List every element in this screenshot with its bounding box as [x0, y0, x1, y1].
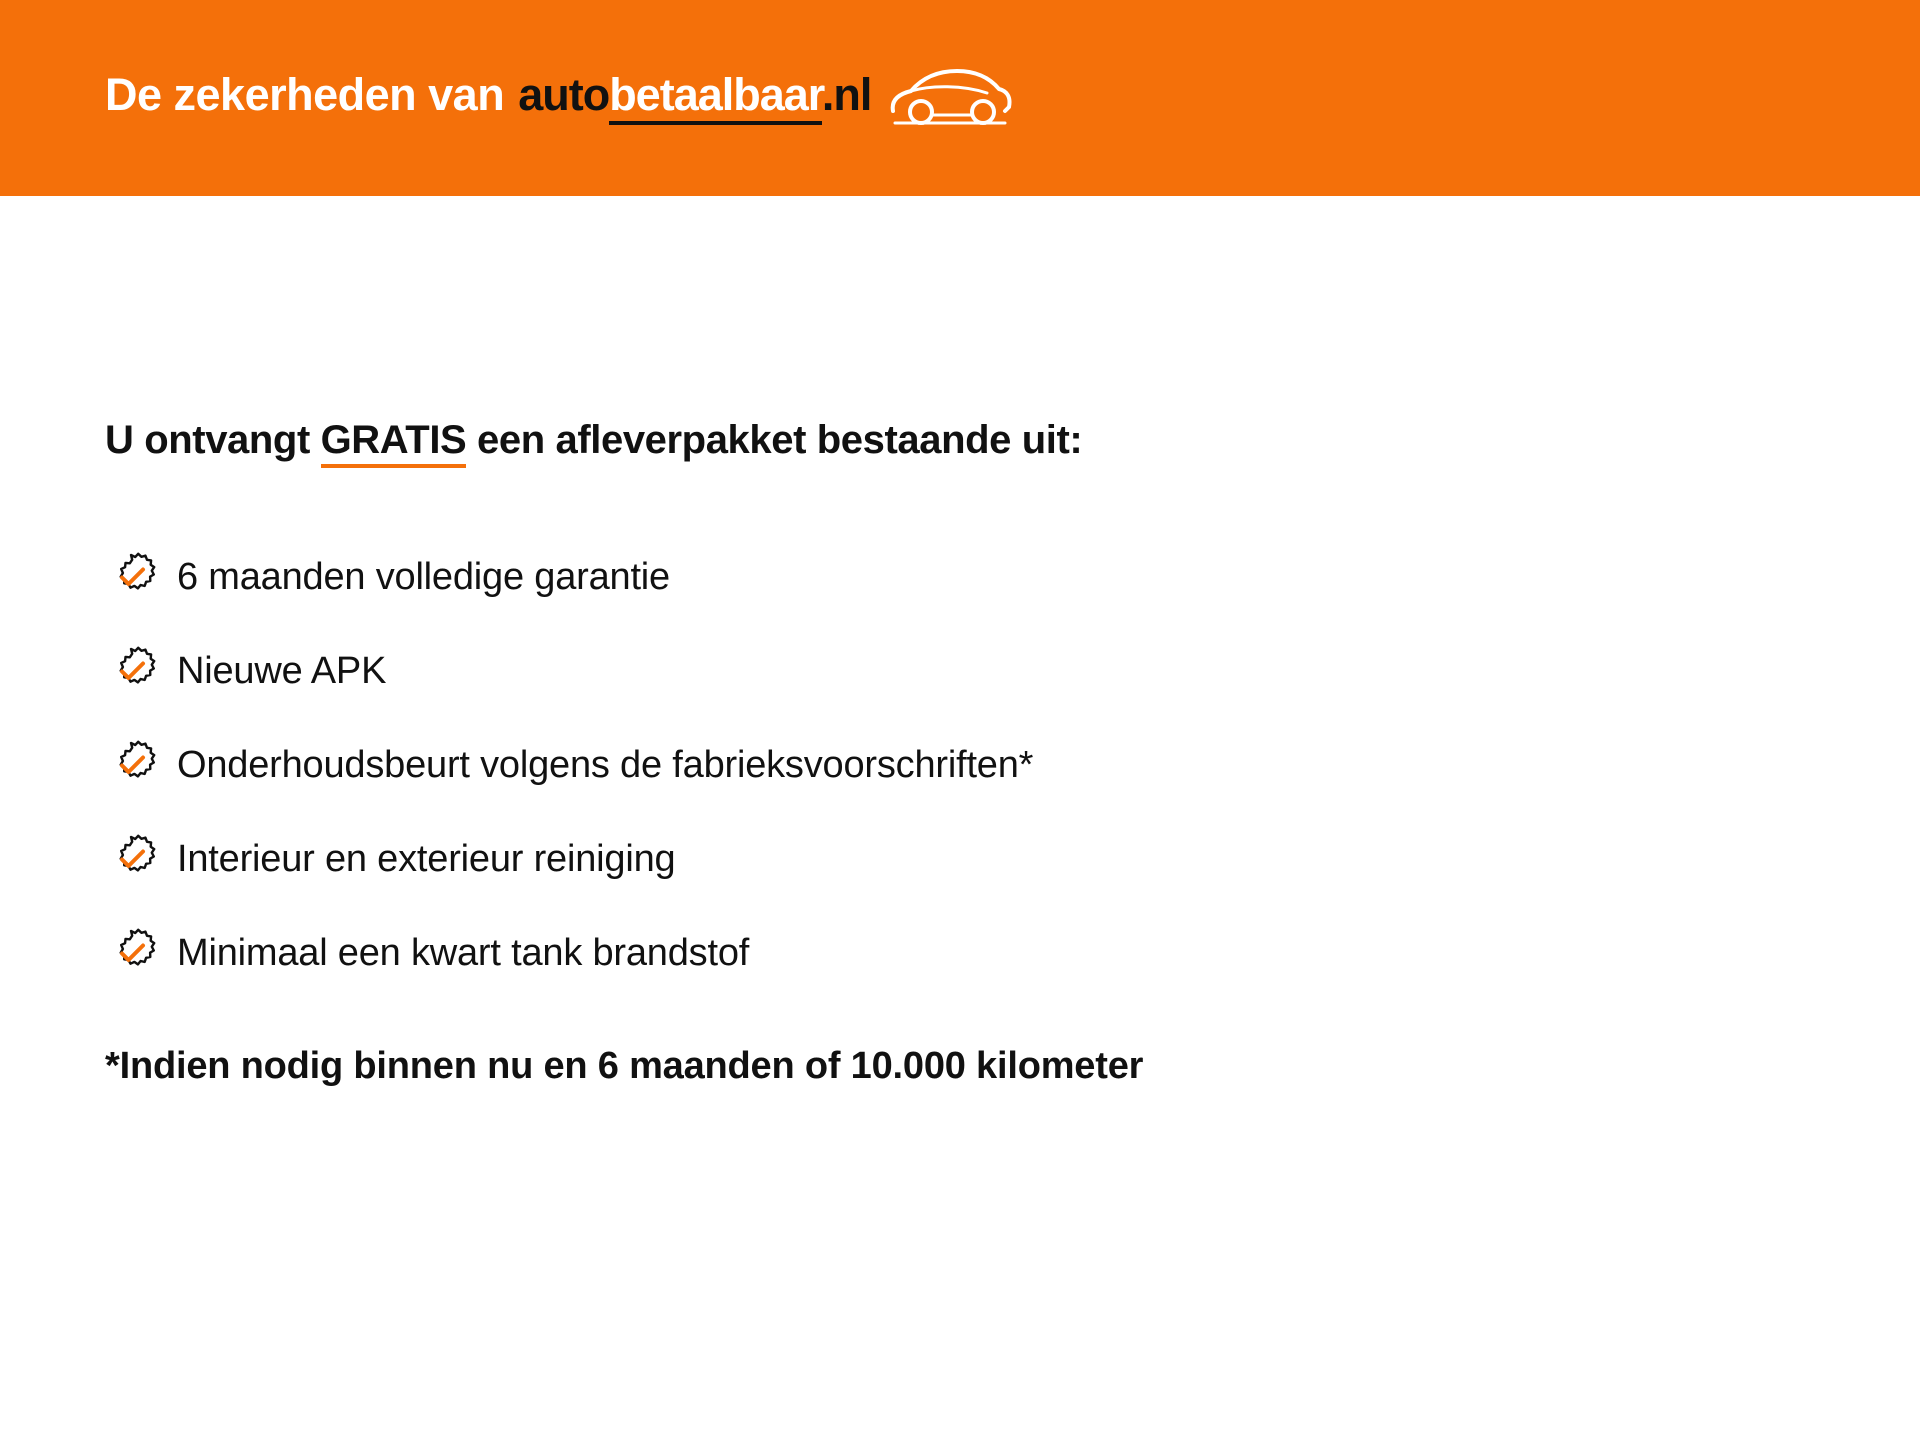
footnote: *Indien nodig binnen nu en 6 maanden of 10.000 kilometer	[105, 1045, 1144, 1087]
page-header	[0, 0, 1920, 196]
list-item	[105, 739, 1920, 791]
headline-prefix: U ontvangt	[105, 418, 321, 462]
brand-logo	[518, 69, 871, 121]
gear-check-icon	[105, 927, 157, 979]
header-content	[105, 57, 1013, 134]
list-item	[105, 551, 1920, 603]
gear-check-icon	[105, 833, 157, 885]
list-item	[105, 833, 1920, 885]
gear-check-icon	[105, 645, 157, 697]
benefits-list	[0, 551, 1920, 979]
list-item	[105, 645, 1920, 697]
page-title	[105, 418, 1920, 463]
headline-suffix: een afleverpakket bestaande uit:	[466, 418, 1083, 462]
brand-part-betaalbaar: betaalbaar	[609, 69, 822, 125]
headline-highlight: GRATIS	[321, 418, 467, 468]
list-item-label: Interieur en exterieur reiniging	[177, 838, 676, 880]
gear-check-icon	[105, 739, 157, 791]
list-item-label: Onderhoudsbeurt volgens de fabrieksvoorschriften*	[177, 744, 1034, 786]
list-item	[105, 927, 1920, 979]
list-item-label: Minimaal een kwart tank brandstof	[177, 932, 750, 974]
car-icon	[887, 67, 1013, 134]
header-title: De zekerheden van	[105, 69, 505, 120]
gear-check-icon	[105, 551, 157, 603]
list-item-label: Nieuwe APK	[177, 650, 387, 692]
brand-part-nl: .nl	[821, 69, 872, 120]
main-content	[0, 196, 1920, 1088]
brand-part-auto: auto	[518, 69, 610, 120]
list-item-label: 6 maanden volledige garantie	[177, 556, 670, 598]
